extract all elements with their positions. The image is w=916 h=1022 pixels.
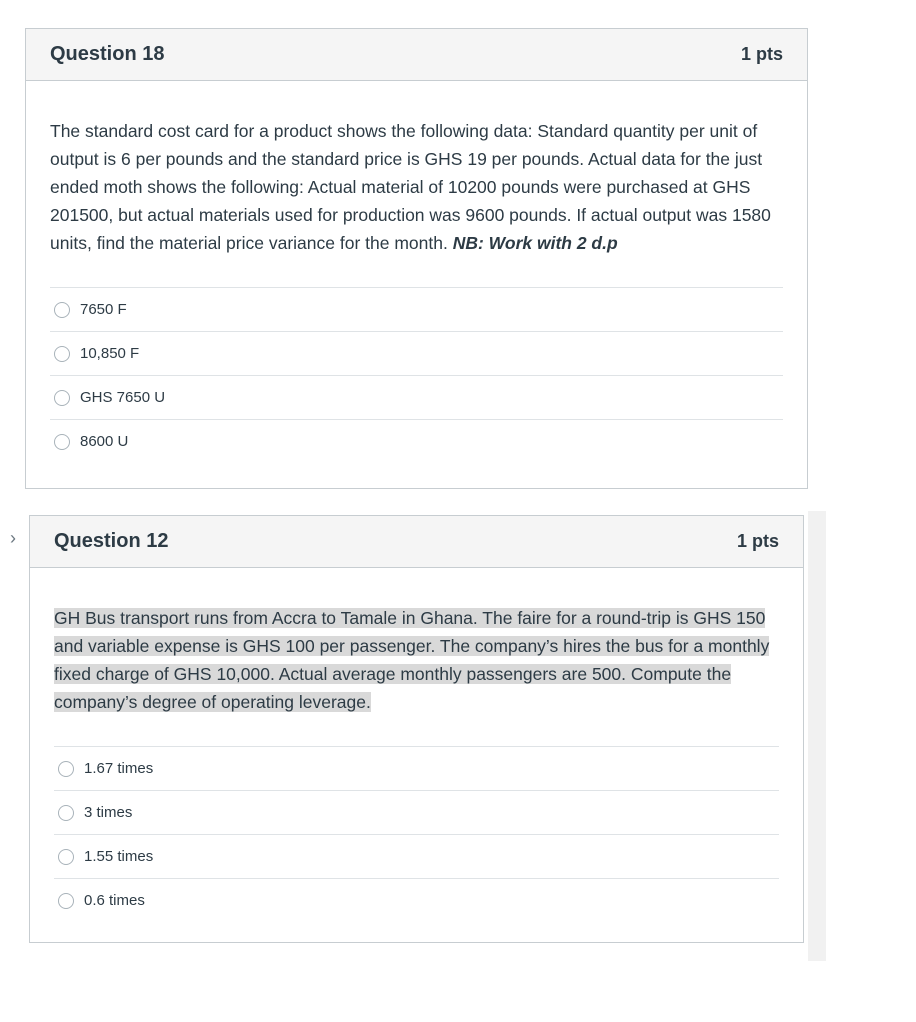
radio-button-icon[interactable] <box>58 893 74 909</box>
radio-button-icon[interactable] <box>58 849 74 865</box>
radio-button-icon[interactable] <box>54 346 70 362</box>
answer-option[interactable] <box>54 790 779 834</box>
question-body: GH Bus transport runs from Accra to Tamale in Ghana. The faire for a round-trip is GHS 150 and variable expense is GHS 100 per passenger. The company’s hires the bus for a monthly fixed charge of GHS 10,000. Actual average monthly passengers are 500. Compute the company’s degree of operating leverage. <box>54 608 770 712</box>
question-note: NB: Work with 2 d.p <box>452 233 618 253</box>
answer-option[interactable] <box>54 834 779 878</box>
question-text <box>54 604 779 716</box>
answer-list <box>54 746 779 922</box>
answer-label: 7650 F <box>80 301 127 318</box>
radio-button-icon[interactable] <box>58 761 74 777</box>
answer-option[interactable] <box>50 375 783 419</box>
radio-button-icon[interactable] <box>54 302 70 318</box>
answer-option[interactable] <box>50 287 783 331</box>
answer-label: 10,850 F <box>80 345 140 362</box>
chevron-right-icon[interactable]: › <box>10 528 16 548</box>
scrollbar[interactable] <box>808 511 826 961</box>
question-title: Question 12 <box>54 530 169 552</box>
question-body: The standard cost card for a product shows the following data: Standard quantity per unit of output is 6 per pounds and the standard price is GHS 19 per pounds. Actual data for the just ended moth shows the following: Actual material of 10200 pounds were purchased at GHS 201500, but actual materials used for production was 9600 pounds. If actual output was 1580 units, find the material price variance for the month. <box>50 121 771 253</box>
answer-label: 3 times <box>84 804 133 821</box>
question-18-card <box>25 28 808 489</box>
answer-option[interactable] <box>54 878 779 922</box>
answer-label: 1.55 times <box>84 848 154 865</box>
answer-label: 0.6 times <box>84 892 145 909</box>
answer-label: GHS 7650 U <box>80 389 166 406</box>
answer-label: 1.67 times <box>84 760 154 777</box>
radio-button-icon[interactable] <box>58 805 74 821</box>
question-text <box>50 117 783 257</box>
question-points: 1 pts <box>740 44 783 64</box>
answer-option[interactable] <box>50 331 783 375</box>
radio-button-icon[interactable] <box>54 390 70 406</box>
radio-button-icon[interactable] <box>54 434 70 450</box>
question-points: 1 pts <box>736 531 779 551</box>
question-title: Question 18 <box>50 43 165 65</box>
question-12-card <box>29 515 804 943</box>
answer-option[interactable] <box>54 746 779 790</box>
answer-option[interactable] <box>50 419 783 463</box>
answer-label: 8600 U <box>80 433 129 450</box>
question-header <box>26 29 807 81</box>
question-header <box>30 516 803 568</box>
answer-list <box>50 287 783 463</box>
